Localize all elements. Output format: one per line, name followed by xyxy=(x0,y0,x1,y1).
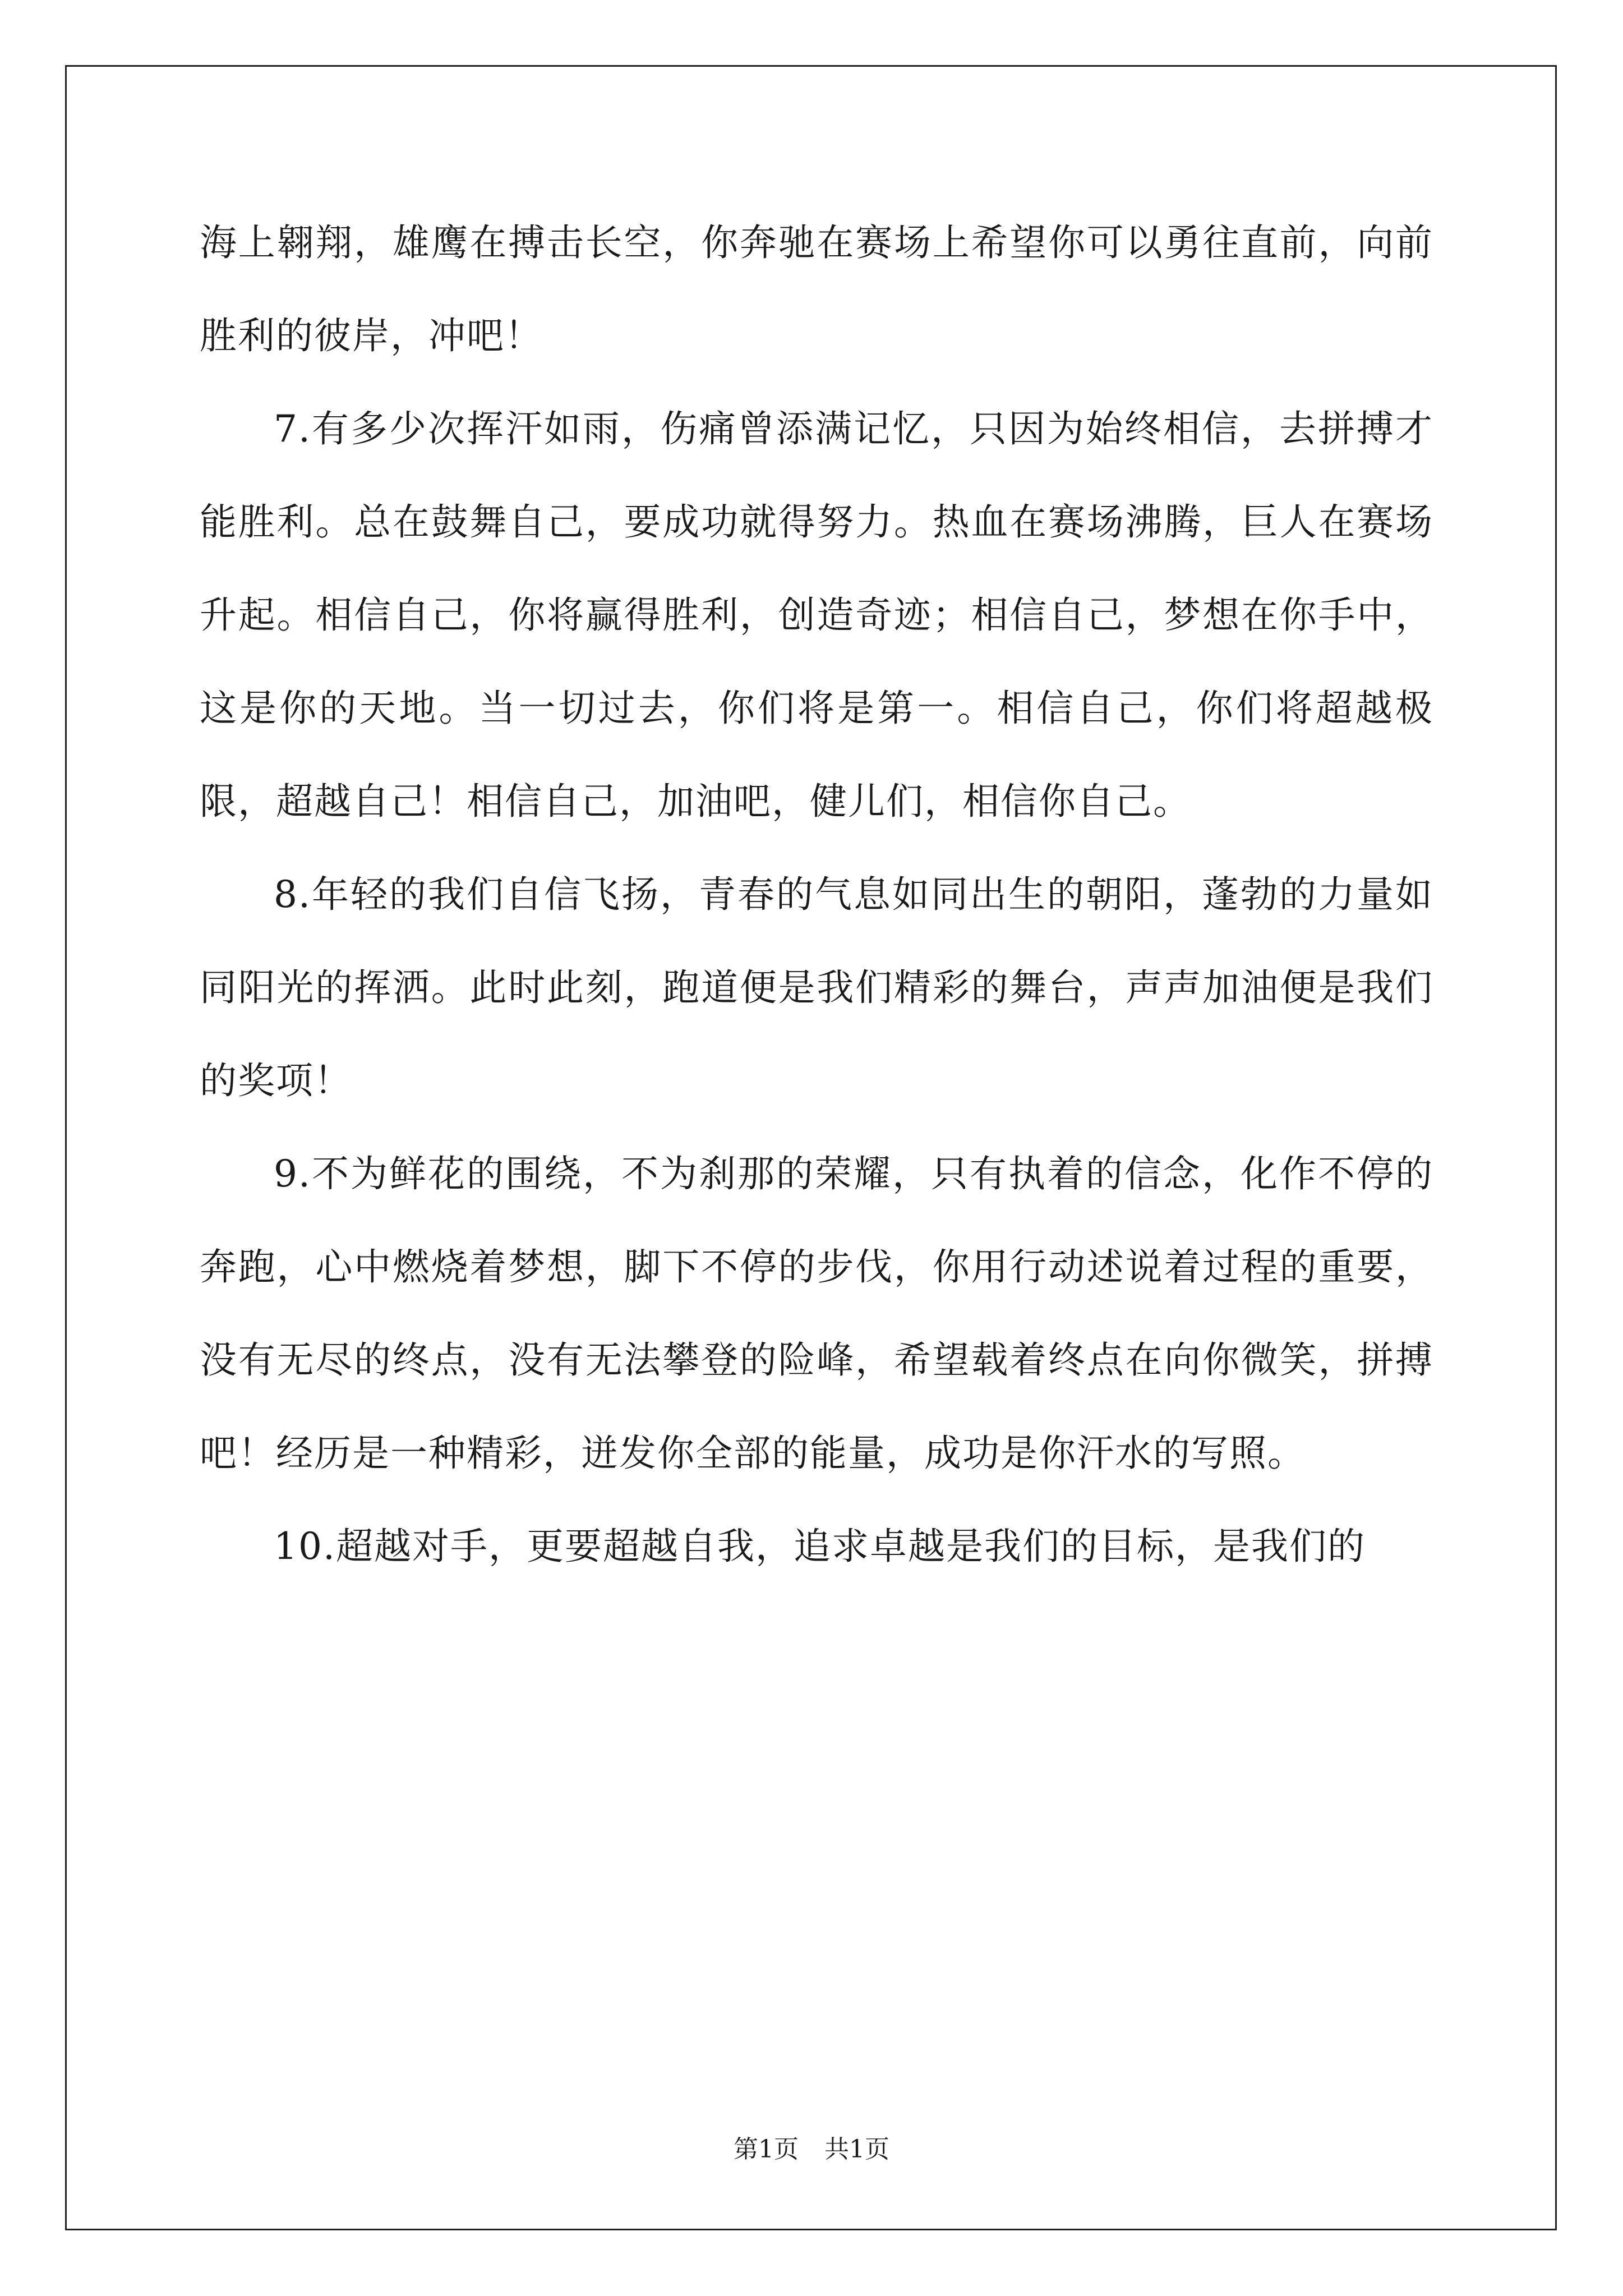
page-number-total: 共1页 xyxy=(824,2135,889,2164)
paragraph-item-10: 10.超越对手，更要超越自我，追求卓越是我们的目标，是我们的 xyxy=(274,1525,1366,1568)
paragraph-continuation: 海上翱翔，雄鹰在搏击长空，你奔驰在赛场上希望你可以勇往直前，向前胜利的彼岸，冲吧！ xyxy=(200,221,1433,357)
paragraph-item-8: 8.年轻的我们自信飞扬，青春的气息如同出生的朝阳，蓬勃的力量如同阳光的挥洒。此时此刻，跑道便是我们精彩的舞台，声声加油便是我们的奖项！ xyxy=(200,873,1433,1102)
paragraph-item-7: 7.有多少次挥汗如雨，伤痛曾添满记忆，只因为始终相信，去拼搏才能胜利。总在鼓舞自己，要成功就得努力。热血在赛场沸腾，巨人在赛场升起。相信自己，你将赢得胜利，创造奇迹；相信自己，梦想在你手中，这是你的天地。当一切过去，你们将是第一。相信自己，你们将超越极限，超越自己！相信自己，加油吧，健儿们，相信你自己。 xyxy=(200,407,1433,823)
document-body xyxy=(200,196,1433,1593)
page-footer xyxy=(0,2133,1623,2166)
paragraph-item-9: 9.不为鲜花的围绕，不为刹那的荣耀，只有执着的信念，化作不停的奔跑，心中燃烧着梦想，脚下不停的步伐，你用行动述说着过程的重要，没有无尽的终点，没有无法攀登的险峰，希望载着终点在向你微笑，拼搏吧！经历是一种精彩，迸发你全部的能量，成功是你汗水的写照。 xyxy=(200,1152,1433,1475)
page-number-current: 第1页 xyxy=(734,2135,799,2164)
